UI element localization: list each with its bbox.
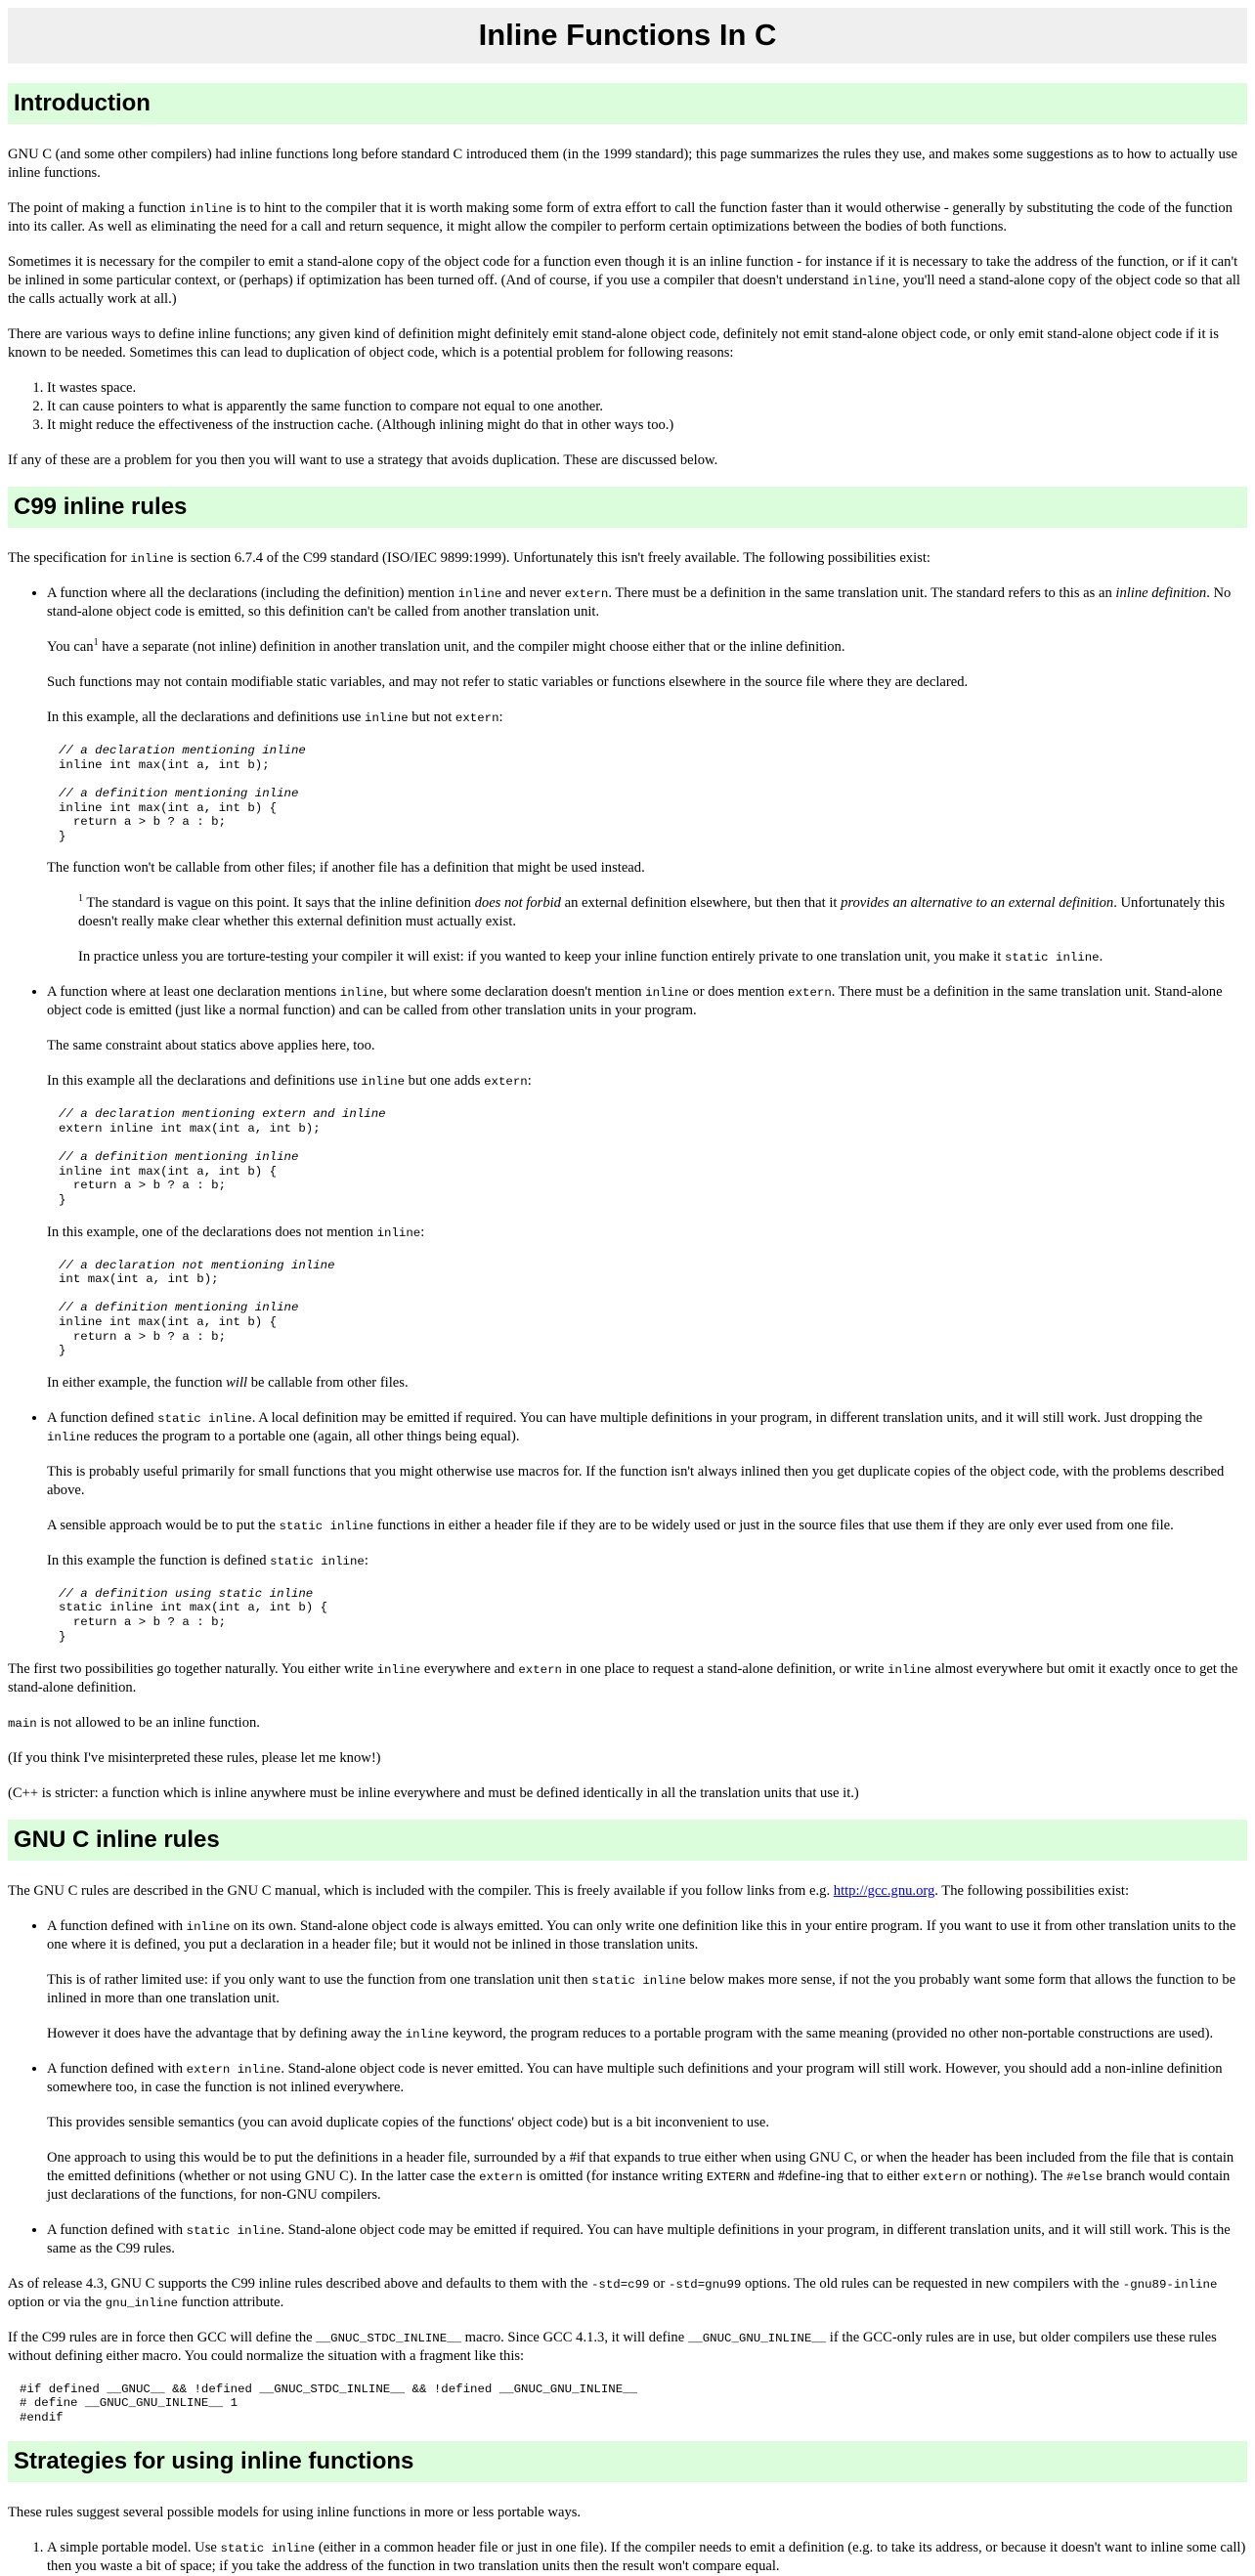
code-block: // a declaration not mentioning inline int max(int a, int b); // a definition mentioning inline inline int max(int a, int b) { return a > b ? a : b; } xyxy=(59,1258,335,1358)
inline-code: inline xyxy=(189,202,234,217)
intro-paragraph-3: Sometimes it is necessary for the compiler to emit a stand-alone copy of the object code for a function even though it is an inline function - for instance if it is necessary to take the address of the function, or if it can't be inlined in some particular context, or (perhaps) if optimization has been turned off. (And of course, if you use a compiler that doesn't understand inline, you'll need a stand-alone copy of the object code so that all the calls actually work at all.) xyxy=(8,254,1240,308)
intro-paragraph-4: There are various ways to define inline functions; any given kind of definition might definitely emit stand-alone object code, definitely not emit stand-alone object code, or only emit stand-alone object code if it is known to be needed. Sometimes this can lead to duplication of object code, which is a potential problem for following reasons: xyxy=(8,326,1219,362)
section-heading-introduction: Introduction xyxy=(8,83,1247,124)
intro-paragraph-2: The point of making a function inline is to hint to the compiler that it is worth making some form of extra effort to call the function faster than it would otherwise - generally by substituting the code of the function into its caller. As well as eliminating the need for a call and return sequence, it might allow the compiler to perform certain optimizations between the bodies of both functions. xyxy=(8,200,1233,236)
code-block: // a declaration mentioning extern and inline extern inline int max(int a, int b); // a definition mentioning inline inline int max(int a, int b) { return a > b ? a : b; } xyxy=(59,1107,386,1207)
gnu-possibilities-list xyxy=(8,1917,1247,2258)
list-item: 2. It can cause pointers to what is apparently the same function to compare not equal to one another. xyxy=(47,398,1247,416)
section-heading-strategies: Strategies for using inline functions xyxy=(8,2441,1247,2482)
list-item: 1. It wastes space. xyxy=(47,379,1247,398)
code-block: // a declaration mentioning inline inline int max(int a, int b); // a definition mentioning inline inline int max(int a, int b) { return a > b ? a : b; } xyxy=(59,744,306,843)
c99-after-paragraph-1: The first two possibilities go together naturally. You either write inline everywhere and extern in one place to request a stand-alone definition, or write inline almost everywhere but omit it exactly once to get the stand-alone definition. xyxy=(8,1661,1238,1696)
strategies-list xyxy=(8,2539,1247,2576)
list-item: • A function defined with inline on its own. Stand-alone object code is always emitted. You can only write one definition like this in your entire program. If you want to use it from other translation units to the one where it is defined, you put a declaration in a header file; but it would not be inlined in those translation units. This is of rather limited use: if you only want to use the function from one translation unit then static inline below makes more sense, if not the you probably want some form that allows the function to be inlined in more than one translation unit. However it does have the advantage that by defining away the inline keyword, the program reduces to a portable program with the same meaning (provided no other non-portable constructions are used). xyxy=(47,1917,1247,2043)
c99-possibilities-list xyxy=(8,584,1247,1644)
section-heading-gnu-c: GNU C inline rules xyxy=(8,1820,1247,1861)
gnu-paragraph-2: As of release 4.3, GNU C supports the C99 inline rules described above and defaults to them with the -std=c99 or -std=gnu99 options. The old rules can be requested in new compilers with the -gnu89-inline option or via the gnu_inline function attribute. xyxy=(8,2275,1218,2310)
c99-after-paragraph-2: main is not allowed to be an inline function. xyxy=(8,1715,260,1732)
gnu-paragraph-3: If the C99 rules are in force then GCC will define the __GNUC_STDC_INLINE__ macro. Since GCC 4.1.3, it will define __GNUC_GNU_INLINE__ if the GCC-only rules are in use, but older compilers use these rules without defining either macro. You could normalize the situation with a fragment like this: xyxy=(8,2329,1217,2364)
list-item: • A function where all the declarations (including the definition) mention inline and never extern. There must be a definition in the same translation unit. The standard refers to this as an inline definition. No stand-alone object code is emitted, so this definition can't be called from another translation unit. You can$^1$ have a separate (not inline) definition in another translation unit, and the compiler might choose either that or the inline definition. Such functions may not contain modifiable static variables, and may not refer to static variables or functions elsewhere in the source file where they are declared. In this example, all the declarations and definitions use inline but not extern: // a declaration mentioning inline inline int max(int a, int b); // a definition mentioning inline inline int max(int a, int b) { return a > b ? a : b; } The function won't be callable from other files; if another file has a definition that might be used instead. $^1$ The standard is vague on this point. It says that the inline definition does not forbid an external definition elsewhere, but then that it provides an alternative to an external definition. Unfortunately this doesn't really make clear whether this external definition must actually exist. In practice unless you are torture-testing your compiler it will exist: if you wanted to keep your inline function entirely private to one translation unit, you make it static inline. xyxy=(47,584,1247,966)
c99-after-paragraph-4: (C++ is stricter: a function which is inline anywhere must be inline everywhere and must be defined identically in all the translation units that use it.) xyxy=(8,1785,859,1802)
section-heading-c99: C99 inline rules xyxy=(8,487,1247,528)
code-block: #if defined __GNUC__ && !defined __GNUC_STDC_INLINE__ && !defined __GNUC_GNU_INLINE__ # define __GNUC_GNU_INLINE__ 1 #endif xyxy=(20,2382,638,2425)
intro-paragraph-1: GNU C (and some other compilers) had inline functions long before standard C introduced them (in the 1999 standard); this page summarizes the rules they use, and makes some suggestions as to how to actually use inline functions. xyxy=(8,147,1238,182)
strategies-paragraph-1: These rules suggest several possible models for using inline functions in more or less portable ways. xyxy=(8,2504,582,2520)
list-item: • A function defined with static inline. Stand-alone object code may be emitted if required. You can have multiple definitions in your program, in different translation units, and it will still work. This is the same as the C99 rules. xyxy=(47,2221,1247,2258)
list-item: • A function defined with extern inline. Stand-alone object code is never emitted. You can have multiple such definitions and your program will still work. However, you should add a non-inline definition somewhere too, in case the function is not inlined everywhere. This provides sensible semantics (you can avoid duplicate copies of the functions' object code) but is a bit inconvenient to use. One approach to using this would be to put the definitions in a header file, surrounded by a #if that expands to true either when using GNU C, or when the header has been included from the file that is contain the emitted definitions (whether or not using GNU C). In the latter case the extern is omitted (for instance writing EXTERN and #define-ing that to either extern or nothing). The #else branch would contain just declarations of the functions, for non-GNU compilers. xyxy=(47,2060,1247,2205)
c99-after-paragraph-3: (If you think I've misinterpreted these rules, please let me know!) xyxy=(8,1750,381,1767)
gcc-link[interactable]: http://gcc.gnu.org xyxy=(833,1883,935,1900)
intro-paragraph-5: If any of these are a problem for you then you will want to use a strategy that avoids duplication. These are discussed below. xyxy=(8,452,718,469)
footnote-ref[interactable]: 1 xyxy=(93,637,99,649)
list-item: 1. A simple portable model. Use static inline (either in a common header file or just in one file). If the compiler needs to emit a definition (e.g. to take its address, or because it doesn't want to inline some call) then you waste a bit of space; if you take the address of the function in two translation units then the result won't compare equal. xyxy=(47,2539,1247,2576)
footnote: $^1$ The standard is vague on this point. It says that the inline definition does not forbid an external definition elsewhere, but then that it provides an alternative to an external definition. Unfortunately this doesn't really make clear whether this external definition must actually exist. In practice unless you are torture-testing your compiler it will exist: if you wanted to keep your inline function entirely private to one translation unit, you make it static inline. xyxy=(78,893,1226,966)
reasons-list xyxy=(8,379,1247,435)
list-item: • A function defined static inline. A local definition may be emitted if required. You can have multiple definitions in your program, in different translation units, and it will still work. Just dropping the inline reduces the program to a portable one (again, all other things being equal). This is probably useful primarily for small functions that you might otherwise use macros for. If the function isn't always inlined then you get duplicate copies of the object code, with the problems described above. A sensible approach would be to put the static inline functions in either a header file if they are to be widely used or just in the source files that use them if they are only ever used from one file. In this example the function is defined static inline: // a definition using static inline static inline int max(int a, int b) { return a > b ? a : b; } xyxy=(47,1409,1247,1644)
list-item: 3. It might reduce the effectiveness of the instruction cache. (Although inlining might do that in other ways too.) xyxy=(47,416,1247,435)
code-block: // a definition using static inline static inline int max(int a, int b) { return a > b ? a : b; } xyxy=(59,1586,328,1644)
gnu-paragraph-1: The GNU C rules are described in the GNU C manual, which is included with the compiler. This is freely available if you follow links from e.g. http://gcc.gnu.org. The following possibilities exist: xyxy=(8,1883,1130,1900)
c99-paragraph-1: The specification for inline is section 6.7.4 of the C99 standard (ISO/IEC 9899:1999). Unfortunately this isn't freely available. The following possibilities exist: xyxy=(8,550,930,567)
inline-code: inline xyxy=(851,275,896,289)
list-item: • A function where at least one declaration mentions inline, but where some declaration doesn't mention inline or does mention extern. There must be a definition in the same translation unit. Stand-alone object code is emitted (just like a normal function) and can be called from other translation units in your program. The same constraint about statics above applies here, too. In this example all the declarations and definitions use inline but one adds extern: // a declaration mentioning extern and inline extern inline int max(int a, int b); // a definition mentioning inline inline int max(int a, int b) { return a > b ? a : b; } In this example, one of the declarations does not mention inline: // a declaration not mentioning inline int max(int a, int b); // a definition mentioning inline inline int max(int a, int b) { return a > b ? a : b; } In either example, the function will be callable from other files. xyxy=(47,983,1247,1393)
page-title: Inline Functions In C xyxy=(8,8,1247,64)
